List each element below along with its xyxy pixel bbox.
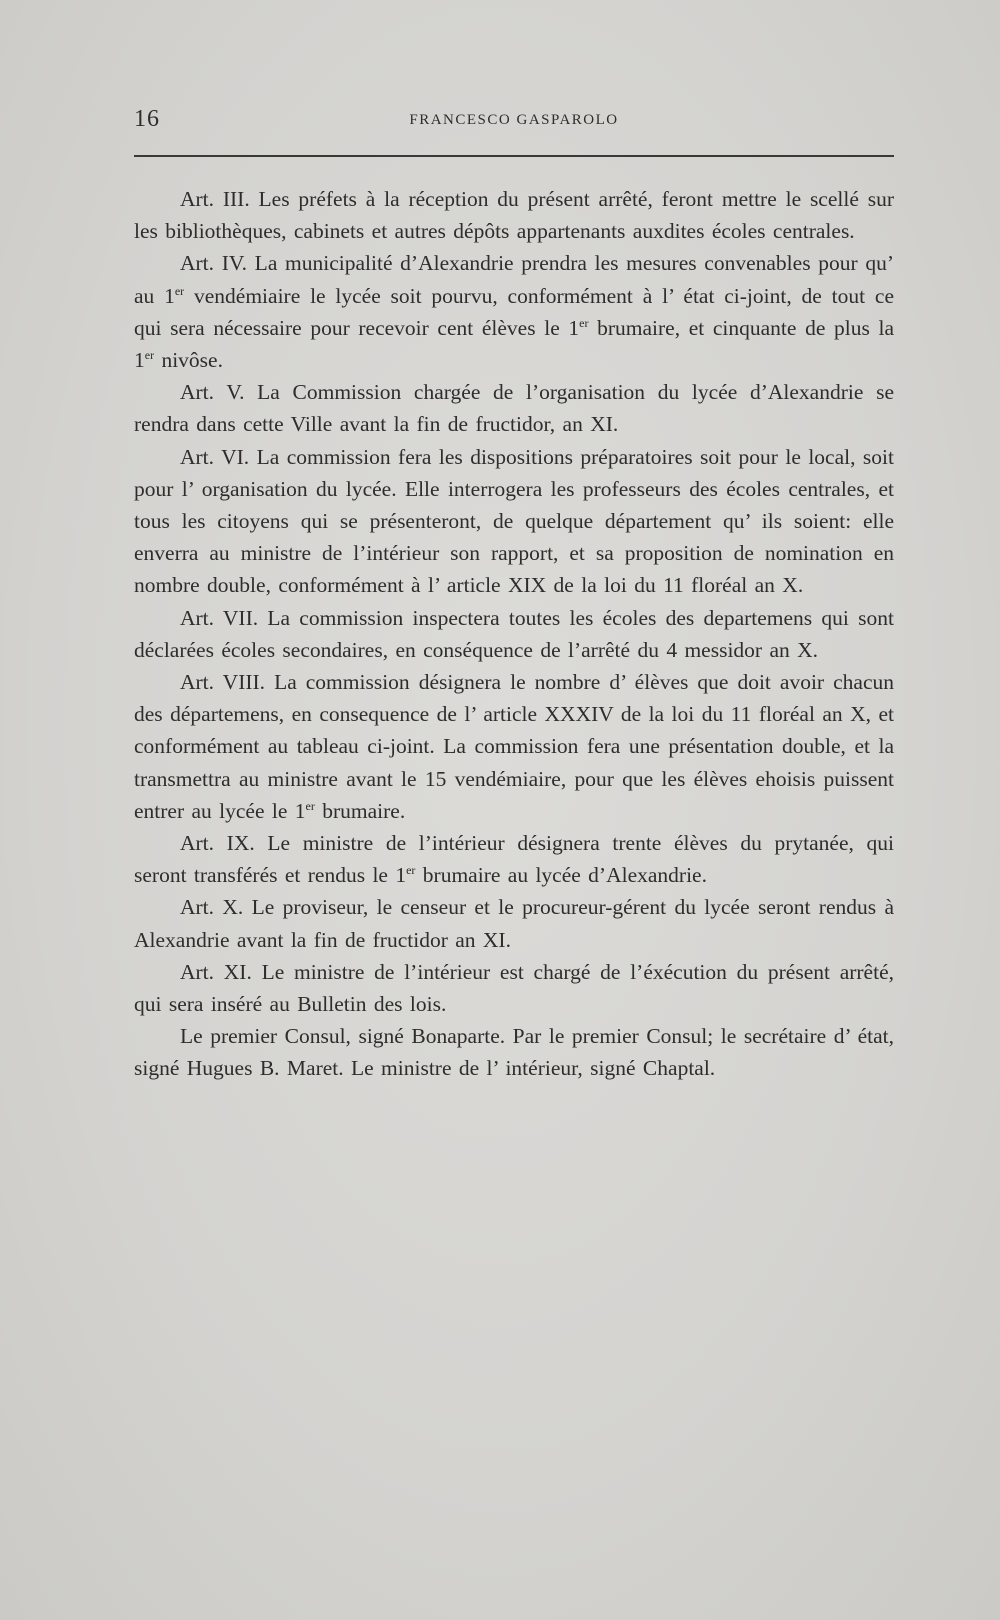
article-text: Art. X. Le proviseur, le censeur et le procureur-gérent du lycée seront rendus à Alexandrie avant la fin de fructidor an XI.: [134, 895, 894, 952]
article-paragraph: [134, 827, 894, 891]
article-text: Art. VII. La commission inspectera toutes les écoles des departemens qui sont déclarées écoles secondaires, en conséquence de l’arrêté du 4 messidor an X.: [134, 605, 894, 662]
article-paragraph: [134, 602, 894, 666]
article-text: Art. IX. Le ministre de l’intérieur désignera trente élèves du prytanée, qui seront transférés et rendus le 1: [134, 831, 894, 888]
article-text: brumaire, et cinquante de plus la 1: [134, 315, 895, 373]
superscript-ordinal: er: [174, 283, 185, 298]
article-paragraph: [134, 956, 894, 1020]
article-text: Art. XI. Le ministre de l’intérieur est chargé de l’éxécution du présent arrêté, qui sera inséré au Bulletin des lois.: [134, 959, 894, 1017]
running-title: FRANCESCO GASPAROLO: [409, 112, 619, 128]
article-paragraph: [134, 1020, 894, 1084]
page-number: 16: [134, 106, 160, 132]
article-text: Art. V. La Commission chargée de l’organisation du lycée d’Alexandrie se rendra dans cette Ville avant la fin de fructidor, an XI.: [134, 380, 894, 437]
superscript-ordinal: er: [579, 315, 589, 330]
article-text: nivôse.: [154, 348, 223, 373]
article-text: brumaire au lycée d’Alexandrie.: [415, 863, 707, 888]
superscript-ordinal: er: [406, 863, 416, 878]
article-text: Art. VI. La commission fera les dispositions préparatoires soit pour le local, soit pour l’ organisation du lycée. Elle interrogera les professeurs des écoles centrales, et tous les citoyens qui se présenteront, de quelque département qu’ ils soient: elle enverra au ministre de l’intérieur son rapport, et sa proposition de nomination en nombre double, conformément à l’ article XIX de la loi du 11 floréal an X.: [134, 444, 894, 598]
superscript-ordinal: er: [144, 348, 155, 363]
page-header: [134, 106, 894, 138]
article-paragraph: [134, 891, 894, 955]
article-paragraph: [134, 247, 894, 376]
article-text: Art. VIII. La commission désignera le nombre d’ élèves que doit avoir chacun des départemens, en consequence de l’ article XXXIV de la loi du 11 floréal an X, et conformément au tableau ci-joint. La commission fera une présentation double, et la transmettra au ministre avant le 15 vendémiaire, pour que les élèves ehoisis puissent entrer au lycée le 1: [134, 670, 894, 823]
article-paragraph: [134, 376, 894, 440]
header-rule: [134, 155, 894, 157]
article-text-block: [134, 183, 894, 1085]
article-paragraph: [134, 441, 894, 602]
superscript-ordinal: er: [305, 798, 315, 813]
article-paragraph: [134, 183, 894, 247]
article-text: Le premier Consul, signé Bonaparte. Par le premier Consul; le secrétaire d’ état, signé Hugues B. Maret. Le ministre de l’ intérieur, signé Chaptal.: [134, 1024, 894, 1081]
article-text: Art. III. Les préfets à la réception du présent arrêté, feront mettre le scellé sur les bibliothèques, cabinets et autres dépôts appartenants auxdites écoles centrales.: [134, 187, 894, 244]
article-paragraph: [134, 666, 894, 827]
article-text: Art. IV. La municipalité d’Alexandrie prendra les mesures convenables pour qu’ au 1: [134, 251, 894, 308]
article-text: vendémiaire le lycée soit pourvu, conformément à l’ état ci-joint, de tout ce qui sera nécessaire pour recevoir cent élèves le 1: [134, 283, 894, 340]
article-text: brumaire.: [314, 798, 406, 823]
